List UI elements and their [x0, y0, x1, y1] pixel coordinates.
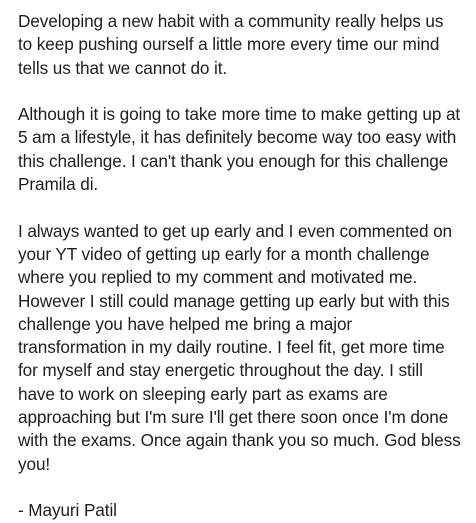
paragraph-transformation-story: I always wanted to get up early and I even commented on your YT video of getting up early for a month challenge where you replied to my comment and motivated me. However I still could manage getting up early but with this challenge you have helped me bring a major transformation in my daily routine. I feel fit, get more time for myself and stay energetic throughout the day. I still have to work on sleeping early part as exams are approaching but I'm sure I'll get there soon once I'm done with the exams. Once again thank you so much. God bless you!	[18, 220, 461, 474]
paragraph-wake-up-challenge: Although it is going to take more time to make getting up at 5 am a lifestyle, it has definitely become way too easy with this challenge. I can't thank you enough for this challenge Pramila di.	[18, 104, 461, 195]
paragraph-community-habit: Developing a new habit with a community really helps us to keep pushing ourself a little more every time our mind tells us that we cannot do it.	[18, 11, 444, 78]
author-signature: - Mayuri Patil	[18, 500, 117, 521]
